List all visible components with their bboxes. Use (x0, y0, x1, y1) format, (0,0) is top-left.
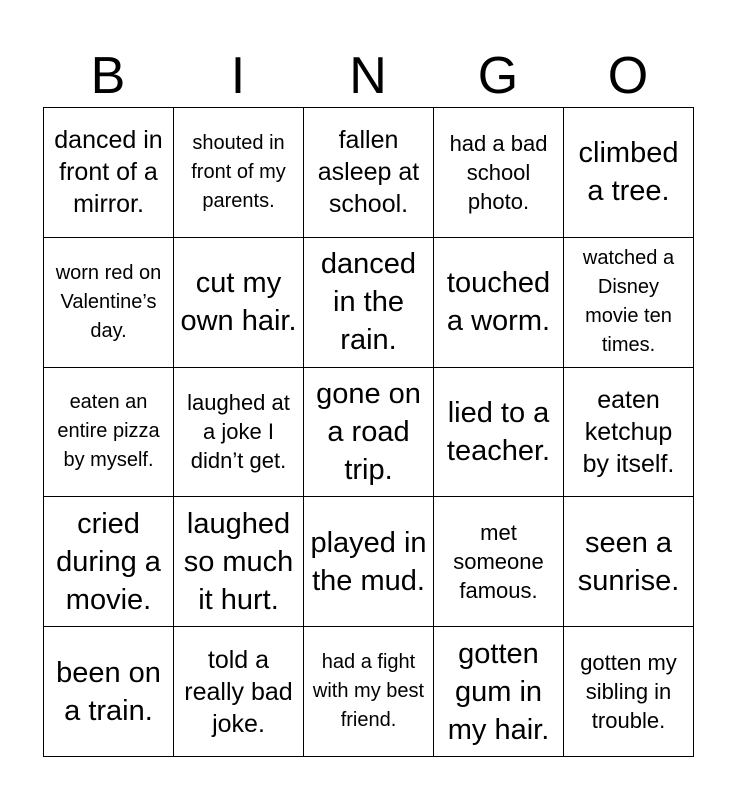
bingo-cell[interactable] (564, 108, 694, 238)
header-letter-o: O (607, 47, 649, 105)
bingo-cell[interactable] (44, 238, 174, 368)
cell-text: climbed a tree. (578, 137, 679, 208)
cell-text: gone on a road trip. (316, 377, 421, 486)
bingo-cell[interactable] (44, 368, 174, 498)
header-letter-n: N (349, 47, 387, 105)
header-letter-b: B (90, 47, 126, 105)
bingo-cell[interactable] (434, 368, 564, 498)
bingo-cell[interactable] (564, 497, 694, 627)
bingo-cell[interactable] (174, 108, 304, 238)
cell-text: fallen asleep at school. (317, 126, 420, 219)
cell-text: danced in front of a mirror. (54, 126, 163, 219)
cell-text: cut my own hair. (180, 267, 297, 338)
bingo-cell[interactable] (304, 497, 434, 627)
bingo-cell[interactable] (304, 627, 434, 757)
bingo-cell[interactable] (174, 238, 304, 368)
bingo-cell[interactable] (434, 108, 564, 238)
cell-text: told a really bad joke. (184, 645, 293, 738)
cell-text: had a bad school photo. (449, 130, 548, 214)
bingo-card-grid (43, 107, 694, 757)
cell-text: eaten ketchup by itself. (582, 385, 675, 478)
bingo-cell[interactable] (304, 368, 434, 498)
cell-text: seen a sunrise. (577, 526, 680, 597)
bingo-cell[interactable] (434, 627, 564, 757)
bingo-cell[interactable] (304, 238, 434, 368)
cell-text: gotten my sibling in trouble. (580, 650, 677, 734)
cell-text: danced in the rain. (320, 248, 417, 357)
bingo-cell[interactable] (44, 497, 174, 627)
cell-text: shouted in front of my parents. (191, 131, 286, 212)
header-letter-i: I (230, 47, 246, 105)
bingo-cell[interactable] (44, 108, 174, 238)
bingo-header (43, 46, 693, 106)
cell-text: gotten gum in my hair. (447, 637, 550, 746)
header-letter-g: G (477, 47, 519, 105)
cell-text: laughed so much it hurt. (183, 507, 294, 616)
bingo-cell[interactable] (304, 108, 434, 238)
cell-text: watched a Disney movie ten times. (582, 247, 675, 357)
cell-text: eaten an entire pizza by myself. (57, 391, 160, 472)
cell-text: played in the mud. (310, 526, 427, 597)
cell-text: been on a train. (56, 656, 161, 727)
bingo-cell[interactable] (564, 368, 694, 498)
bingo-cell[interactable] (564, 238, 694, 368)
cell-text: touched a worm. (446, 267, 551, 338)
bingo-cell[interactable] (174, 627, 304, 757)
cell-text: worn red on Valentine’s day. (55, 261, 162, 342)
bingo-cell[interactable] (434, 497, 564, 627)
bingo-cell[interactable] (434, 238, 564, 368)
cell-text: cried during a movie. (56, 507, 161, 616)
cell-text: had a fight with my best friend. (312, 651, 425, 732)
bingo-cell[interactable] (564, 627, 694, 757)
cell-text: laughed at a joke I didn’t get. (187, 390, 290, 474)
cell-text: lied to a teacher. (446, 396, 551, 467)
bingo-cell[interactable] (174, 368, 304, 498)
cell-text: met someone famous. (453, 520, 544, 604)
bingo-cell[interactable] (174, 497, 304, 627)
bingo-cell[interactable] (44, 627, 174, 757)
